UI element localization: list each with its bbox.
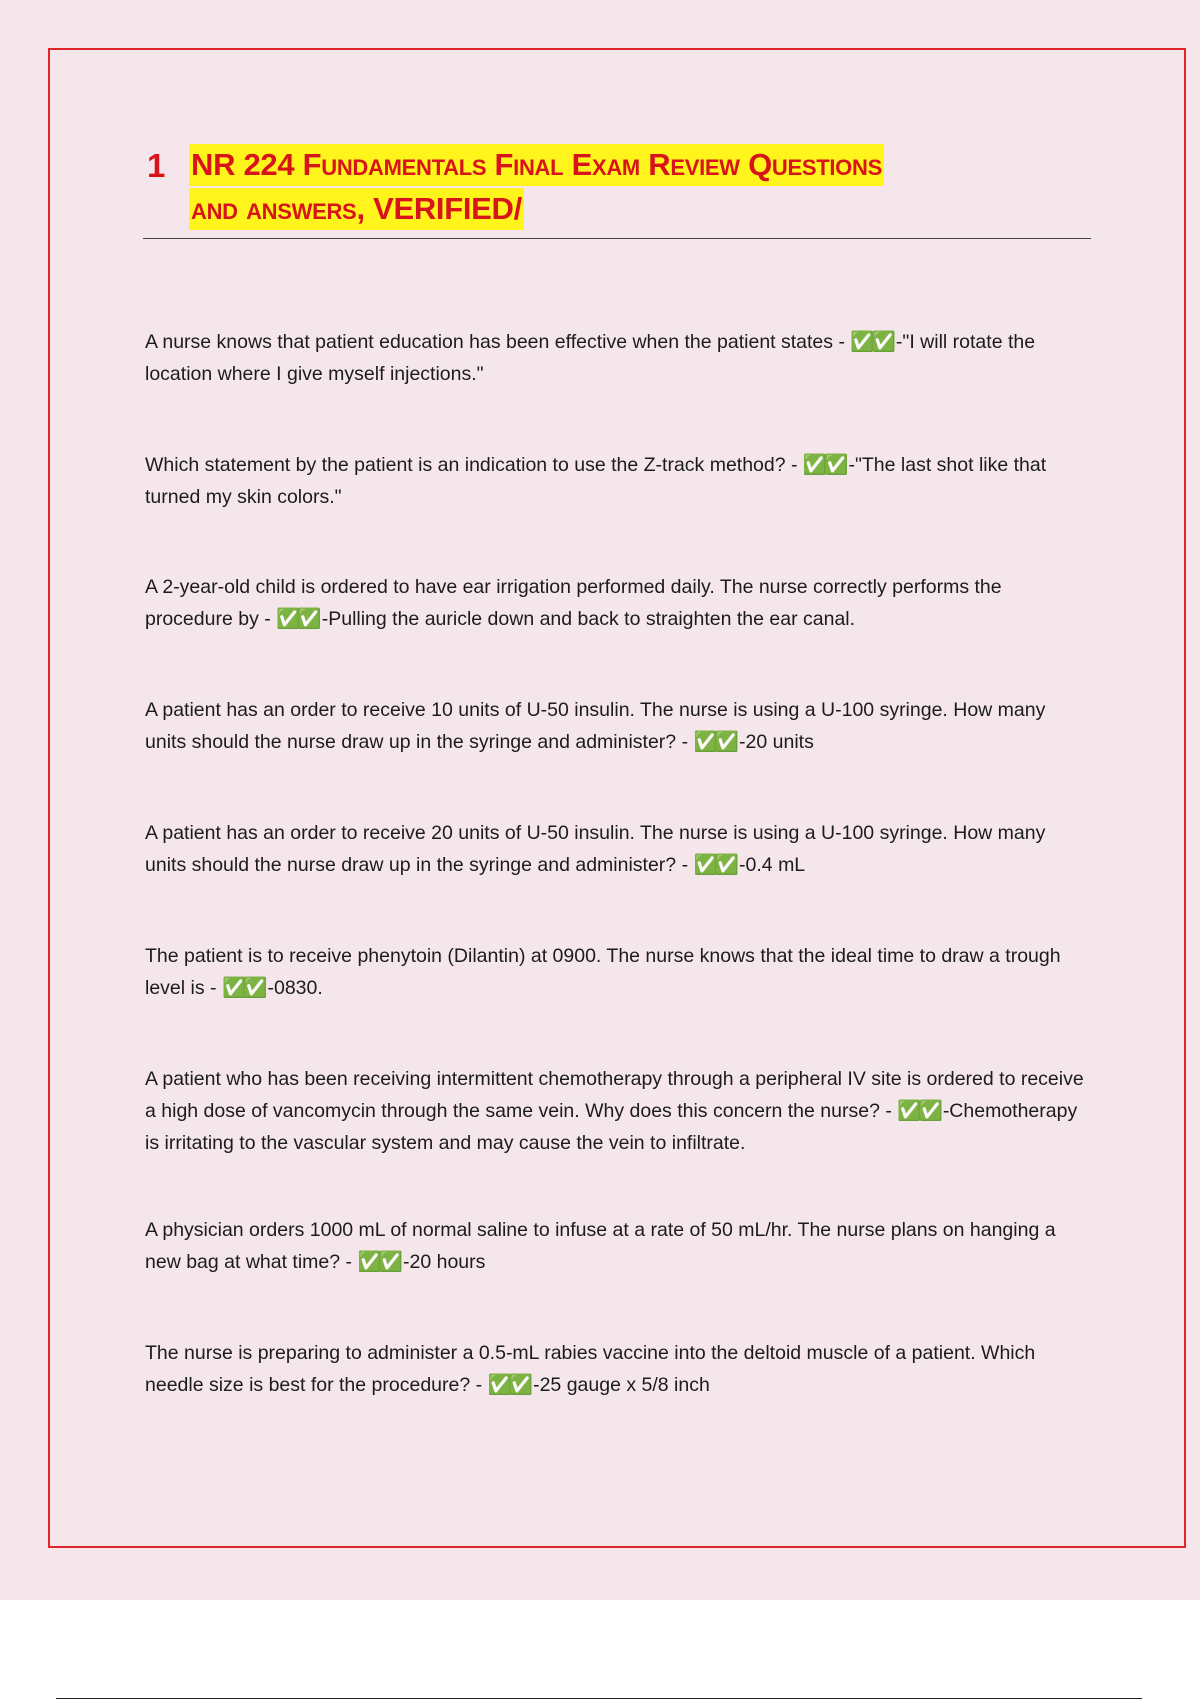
answer-text: -0.4 mL	[739, 854, 806, 876]
answer-text: -Pulling the auricle down and back to straighten the ear canal.	[321, 608, 856, 630]
qa-item	[145, 449, 1090, 513]
double-check-icon: ✅✅	[221, 977, 265, 999]
answer-text: -0830.	[267, 977, 323, 999]
double-check-icon: ✅✅	[850, 331, 893, 353]
double-check-icon: ✅✅	[357, 1251, 401, 1273]
double-check-icon: ✅✅	[897, 1100, 940, 1122]
answer-text: -25 gauge x 5/8 inch	[533, 1374, 710, 1396]
qa-item	[145, 1337, 1090, 1401]
double-check-icon: ✅✅	[693, 731, 737, 753]
qa-item	[145, 571, 1090, 635]
question-text: A patient who has been receiving intermittent chemotherapy through a peripheral IV site is ordered to receive a high dose of vancomycin through the same vein. Why does this concern the nurse? -	[145, 1068, 1084, 1122]
question-text: A patient has an order to receive 20 units of U-50 insulin. The nurse is using a U-100 syringe. How many units should the nurse draw up in the syringe and administer? -	[145, 822, 1046, 876]
question-text: A nurse knows that patient education has been effective when the patient states -	[145, 331, 851, 353]
question-text: A patient has an order to receive 10 units of U-50 insulin. The nurse is using a U-100 syringe. How many units should the nurse draw up in the syringe and administer? -	[145, 699, 1046, 753]
footer-rule	[56, 1698, 1142, 1699]
double-check-icon: ✅✅	[802, 454, 846, 476]
answer-text: -"I will rotate the location where I give myself injections."	[145, 331, 1036, 385]
heading-number: 1	[147, 147, 166, 184]
answer-text: -"The last shot like that turned my skin colors."	[145, 454, 1047, 508]
title-course-code: NR 224	[191, 147, 303, 182]
double-check-icon: ✅✅	[276, 608, 319, 630]
double-check-icon: ✅✅	[693, 854, 737, 876]
qa-item	[145, 694, 1090, 758]
answer-text: -20 hours	[403, 1251, 486, 1273]
title-course-name: Fundamentals Final Exam Review Questions	[302, 147, 882, 182]
title-line-1	[189, 144, 884, 186]
qa-item	[145, 1063, 1090, 1159]
qa-item	[145, 326, 1090, 390]
question-text: A physician orders 1000 mL of normal saline to infuse at a rate of 50 mL/hr. The nurse plans on hanging a new bag at what time? -	[145, 1219, 1056, 1273]
answer-text: -Chemotherapy is irritating to the vascular system and may cause the vein to infiltrate.	[145, 1100, 1078, 1154]
question-text: The nurse is preparing to administer a 0.5-mL rabies vaccine into the deltoid muscle of a patient. Which needle size is best for the procedure? -	[145, 1342, 1036, 1396]
question-text: Which statement by the patient is an indication to use the Z-track method? -	[145, 454, 803, 476]
title-verified: , VERIFIED/	[356, 191, 522, 226]
question-text: A 2-year-old child is ordered to have ear irrigation performed daily. The nurse correctly performs the procedure by -	[145, 576, 1002, 630]
qa-item	[145, 940, 1090, 1004]
title-line-2	[189, 188, 524, 230]
page-border	[48, 48, 1186, 1548]
qa-item	[145, 817, 1090, 881]
title-and-answers: and answers	[191, 191, 357, 226]
answer-text: -20 units	[739, 731, 814, 753]
question-text: The patient is to receive phenytoin (Dilantin) at 0900. The nurse knows that the ideal time to draw a trough level is -	[145, 945, 1061, 999]
qa-item	[145, 1214, 1090, 1278]
double-check-icon: ✅✅	[487, 1374, 531, 1396]
document-title	[143, 143, 1091, 239]
